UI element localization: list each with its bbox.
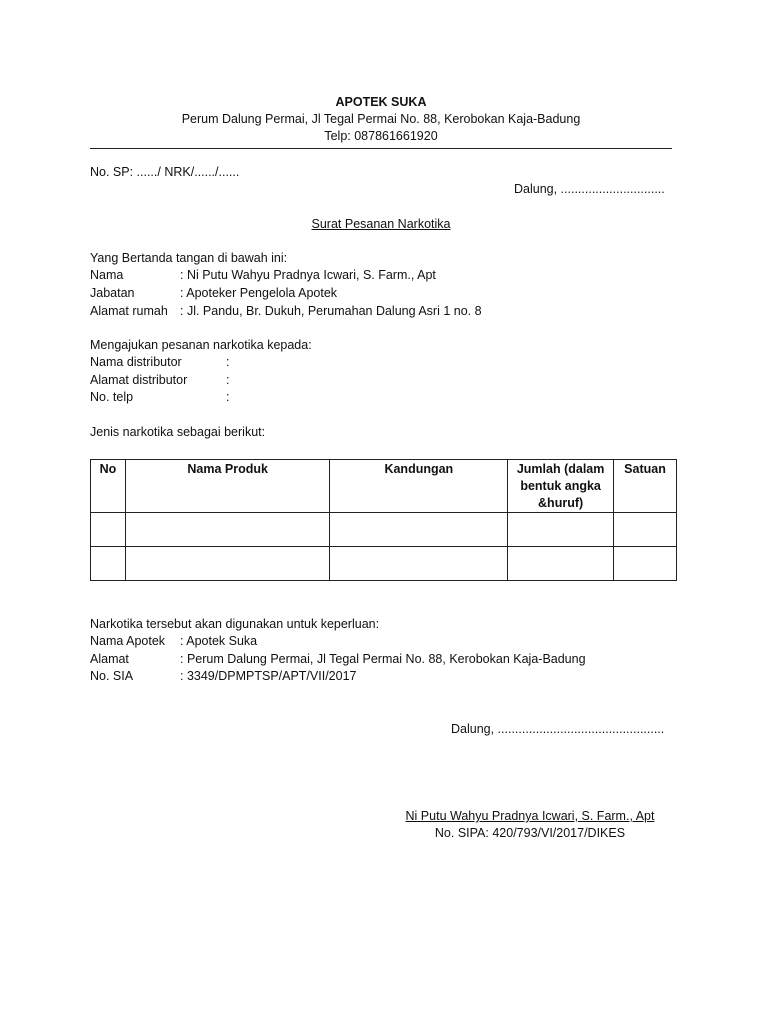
sp-number: No. SP: ....../ NRK/....../...... [90, 165, 240, 179]
signer-intro: Yang Bertanda tangan di bawah ini: [90, 251, 288, 265]
document-title-text: Surat Pesanan Narkotika [311, 217, 451, 231]
table-cell[interactable] [508, 547, 614, 581]
pharmacy-name-label: Nama Apotek [90, 634, 166, 648]
table-cell[interactable] [330, 547, 508, 581]
document-title [90, 216, 672, 233]
distributor-name-label: Nama distributor [90, 355, 182, 369]
table-row [91, 513, 677, 547]
col-header-product: Nama Produk [125, 460, 330, 513]
request-intro: Mengajukan pesanan narkotika kepada: [90, 338, 312, 352]
distributor-address-value: : [226, 373, 230, 387]
order-table [90, 459, 677, 581]
table-cell[interactable] [508, 513, 614, 547]
pharmacy-sia-value: : 3349/DPMPTSP/APT/VII/2017 [180, 669, 357, 683]
pharmacy-address-label: Alamat [90, 652, 129, 666]
distributor-address-label: Alamat distributor [90, 373, 188, 387]
table-cell[interactable] [91, 547, 126, 581]
pharmacy-address-value: : Perum Dalung Permai, Jl Tegal Permai No. 88, Kerobokan Kaja-Badung [180, 652, 586, 666]
signer-position-label: Jabatan [90, 286, 135, 300]
table-cell[interactable] [614, 513, 677, 547]
date-bottom: Dalung, ................................................ [451, 722, 665, 736]
pharmacy-sia-label: No. SIA [90, 669, 134, 683]
signer-position-value: : Apoteker Pengelola Apotek [180, 286, 338, 300]
signature-name-text: Ni Putu Wahyu Pradnya Icwari, S. Farm., Apt [405, 809, 655, 823]
header-divider [90, 148, 672, 149]
pharmacy-phone: Telp: 087861661920 [324, 129, 438, 143]
pharmacy-name-value: : Apotek Suka [180, 634, 258, 648]
table-cell[interactable] [125, 547, 330, 581]
table-cell[interactable] [330, 513, 508, 547]
signature-name [380, 808, 680, 825]
signer-name-value: : Ni Putu Wahyu Pradnya Icwari, S. Farm., Apt [180, 268, 436, 282]
signer-address-label: Alamat rumah [90, 304, 168, 318]
col-header-unit: Satuan [614, 460, 677, 513]
items-intro: Jenis narkotika sebagai berikut: [90, 425, 266, 439]
purpose-intro: Narkotika tersebut akan digunakan untuk keperluan: [90, 617, 380, 631]
table-cell[interactable] [614, 547, 677, 581]
distributor-phone-label: No. telp [90, 390, 134, 404]
col-header-no: No [91, 460, 126, 513]
table-cell[interactable] [91, 513, 126, 547]
col-header-content: Kandungan [330, 460, 508, 513]
date-top: Dalung, .............................. [514, 182, 665, 196]
signature-sipa: No. SIPA: 420/793/VI/2017/DIKES [434, 826, 626, 840]
signer-name-label: Nama [90, 268, 124, 282]
distributor-name-value: : [226, 355, 230, 369]
signer-address-value: : Jl. Pandu, Br. Dukuh, Perumahan Dalung Asri 1 no. 8 [180, 304, 482, 318]
table-header-row [91, 460, 677, 513]
table-row [91, 547, 677, 581]
pharmacy-name: APOTEK SUKA [335, 95, 427, 109]
pharmacy-address: Perum Dalung Permai, Jl Tegal Permai No. 88, Kerobokan Kaja-Badung [181, 112, 581, 126]
distributor-phone-value: : [226, 390, 230, 404]
table-cell[interactable] [125, 513, 330, 547]
col-header-quantity: Jumlah (dalam bentuk angka &huruf) [508, 460, 614, 513]
